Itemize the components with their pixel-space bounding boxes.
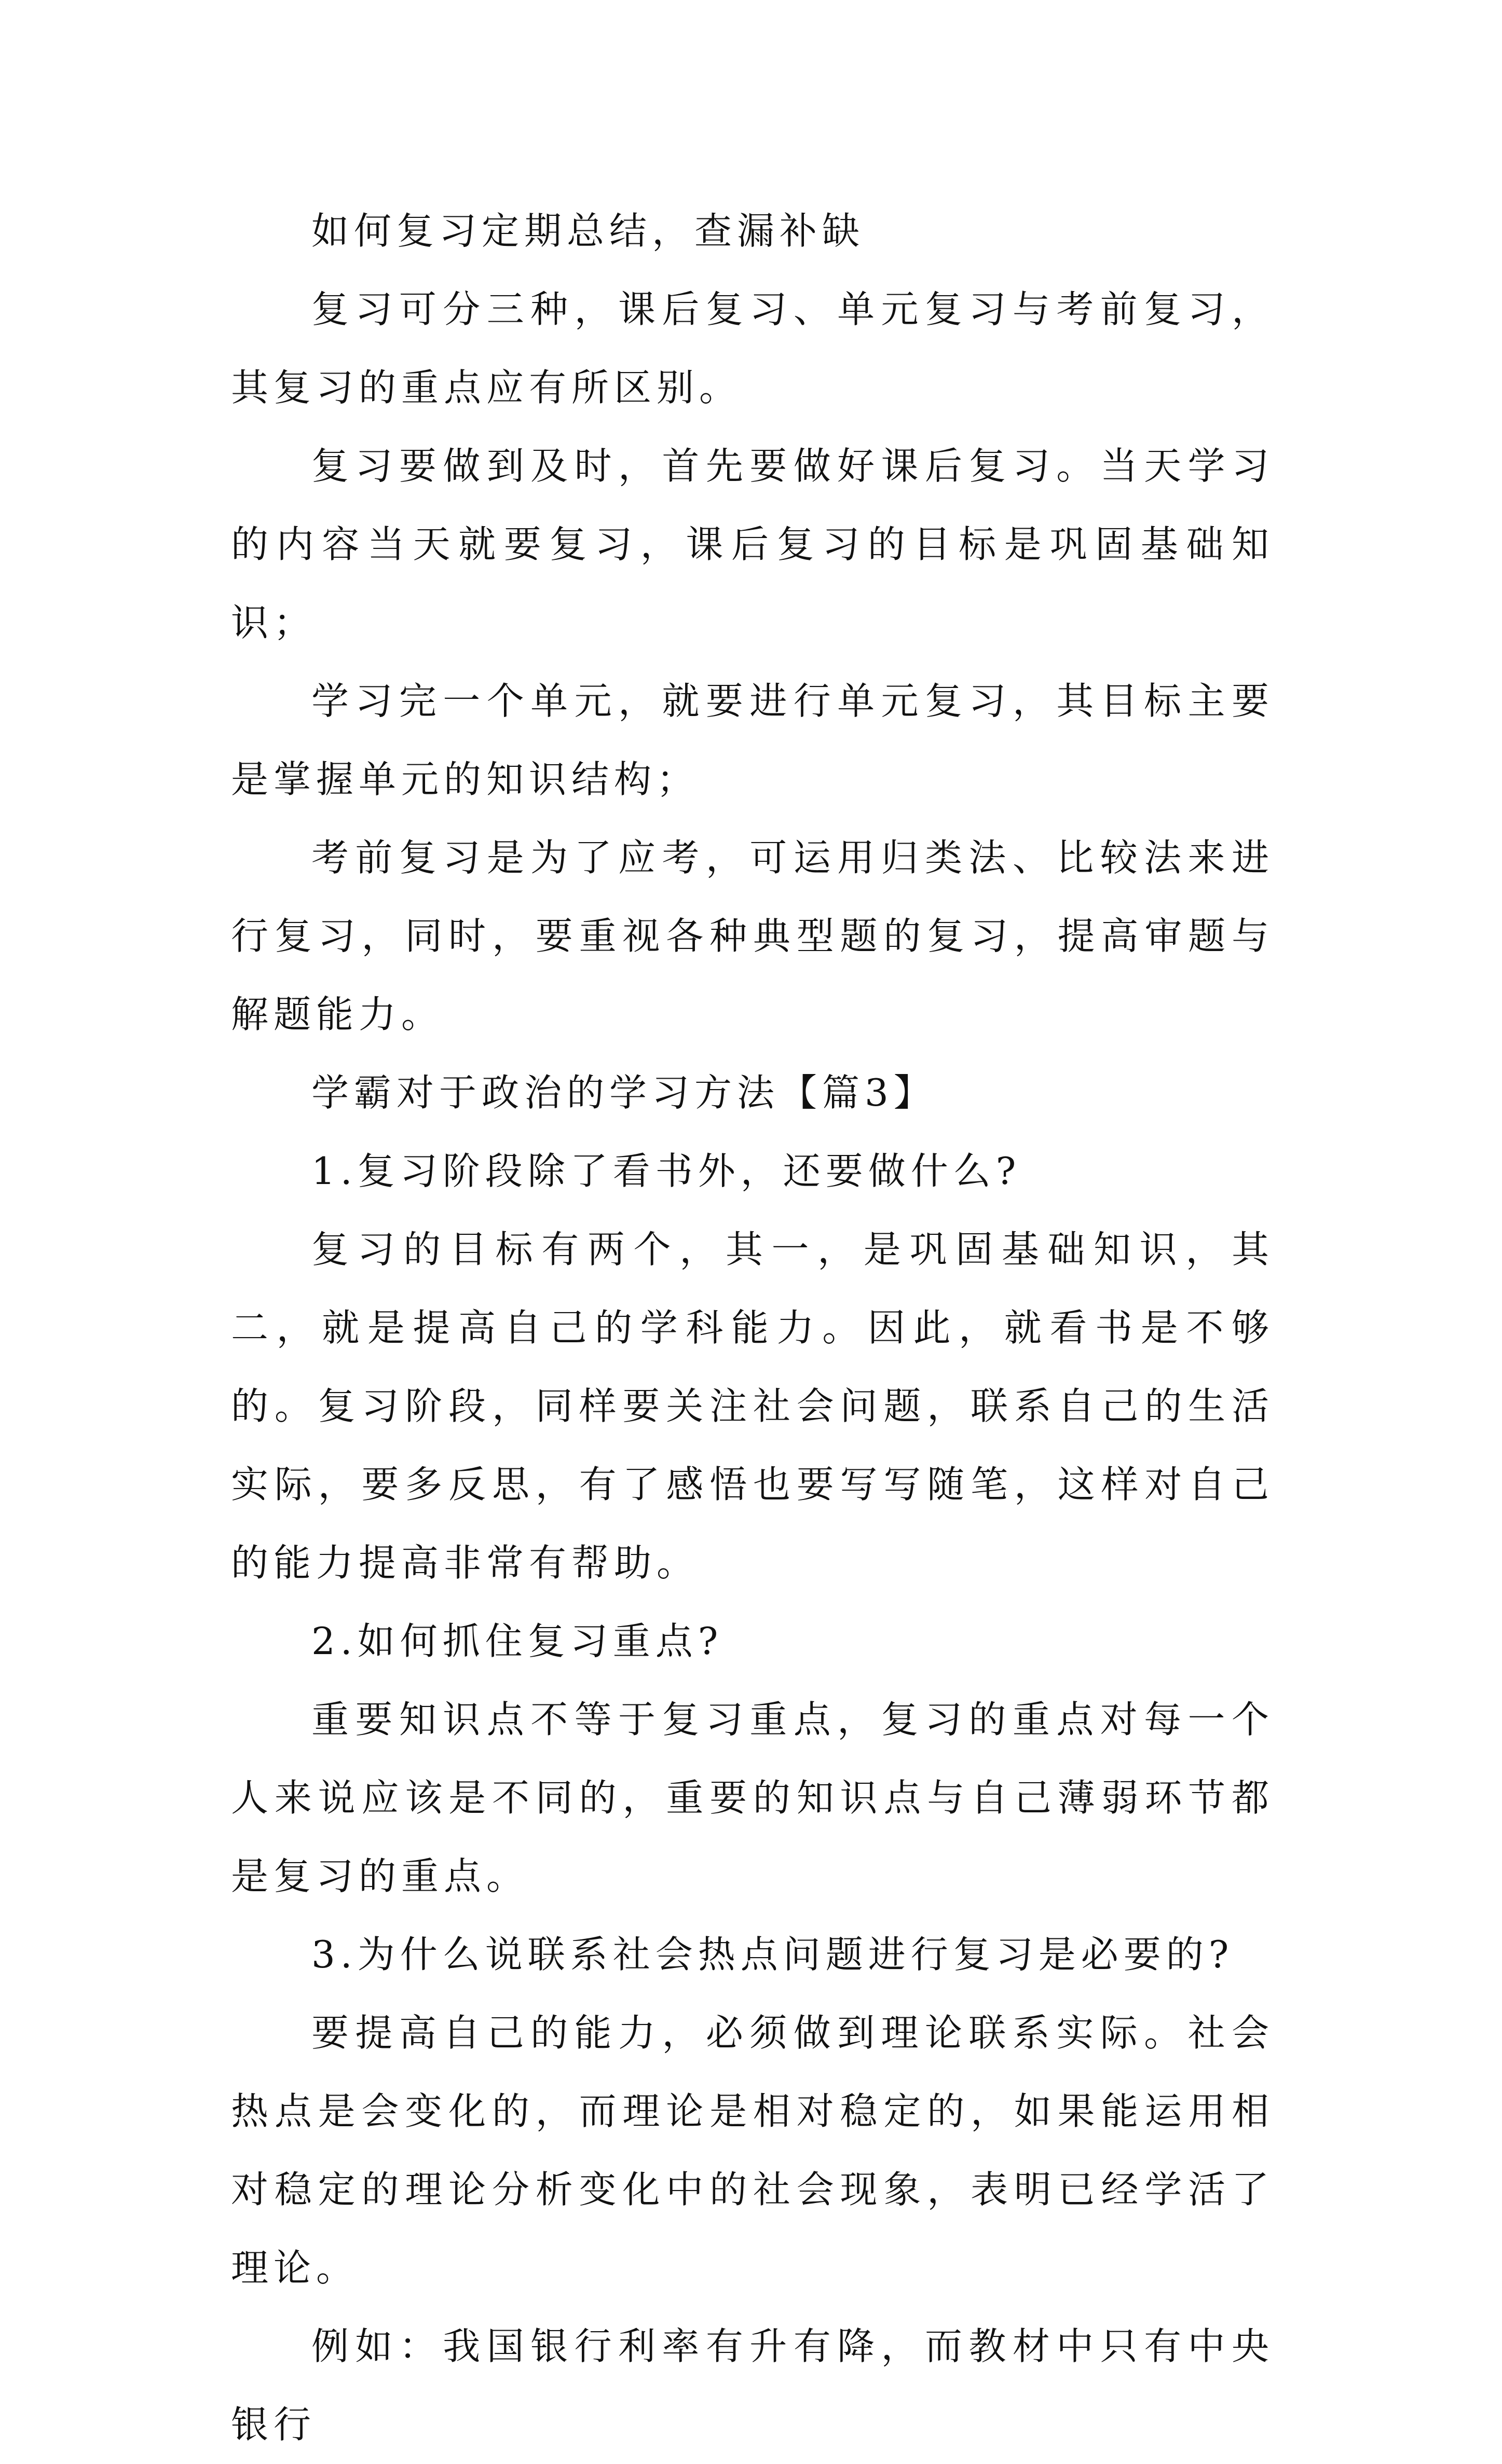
paragraph-after-class-review: 复习要做到及时，首先要做好课后复习。当天学习的内容当天就要复习，课后复习的目标是巩固基础知识； bbox=[231, 444, 1274, 644]
section-heading-review-summary: 如何复习定期总结，查漏补缺 bbox=[311, 209, 865, 253]
document-body bbox=[231, 192, 1274, 2464]
section-heading-part-3: 学霸对于政治的学习方法【篇3】 bbox=[311, 1071, 936, 1114]
paragraph-exam-review: 考前复习是为了应考，可运用归类法、比较法来进行复习，同时，要重视各种典型题的复习，提高审题与解题能力。 bbox=[231, 836, 1274, 1036]
example-paragraph: 例如：我国银行利率有升有降，而教材中只有中央银行 bbox=[231, 2324, 1274, 2446]
question-3: 3.为什么说联系社会热点问题进行复习是必要的? bbox=[311, 1933, 1234, 1976]
question-1: 1.复习阶段除了看书外，还要做什么? bbox=[311, 1149, 1021, 1193]
paragraph-review-types: 复习可分三种，课后复习、单元复习与考前复习，其复习的重点应有所区别。 bbox=[231, 287, 1274, 409]
answer-3: 要提高自己的能力，必须做到理论联系实际。社会热点是会变化的，而理论是相对稳定的，如果能运用相对稳定的理论分析变化中的社会现象，表明已经学活了理论。 bbox=[231, 2011, 1274, 2290]
answer-2: 重要知识点不等于复习重点，复习的重点对每一个人来说应该是不同的，重要的知识点与自己薄弱环节都是复习的重点。 bbox=[231, 1698, 1274, 1898]
answer-1: 复习的目标有两个，其一，是巩固基础知识，其二，就是提高自己的学科能力。因此，就看书是不够的。复习阶段，同样要关注社会问题，联系自己的生活实际，要多反思，有了感悟也要写写随笔，这样对自己的能力提高非常有帮助。 bbox=[231, 1228, 1274, 1585]
paragraph-unit-review: 学习完一个单元，就要进行单元复习，其目标主要是掌握单元的知识结构； bbox=[231, 679, 1274, 801]
question-2: 2.如何抓住复习重点? bbox=[311, 1619, 723, 1663]
